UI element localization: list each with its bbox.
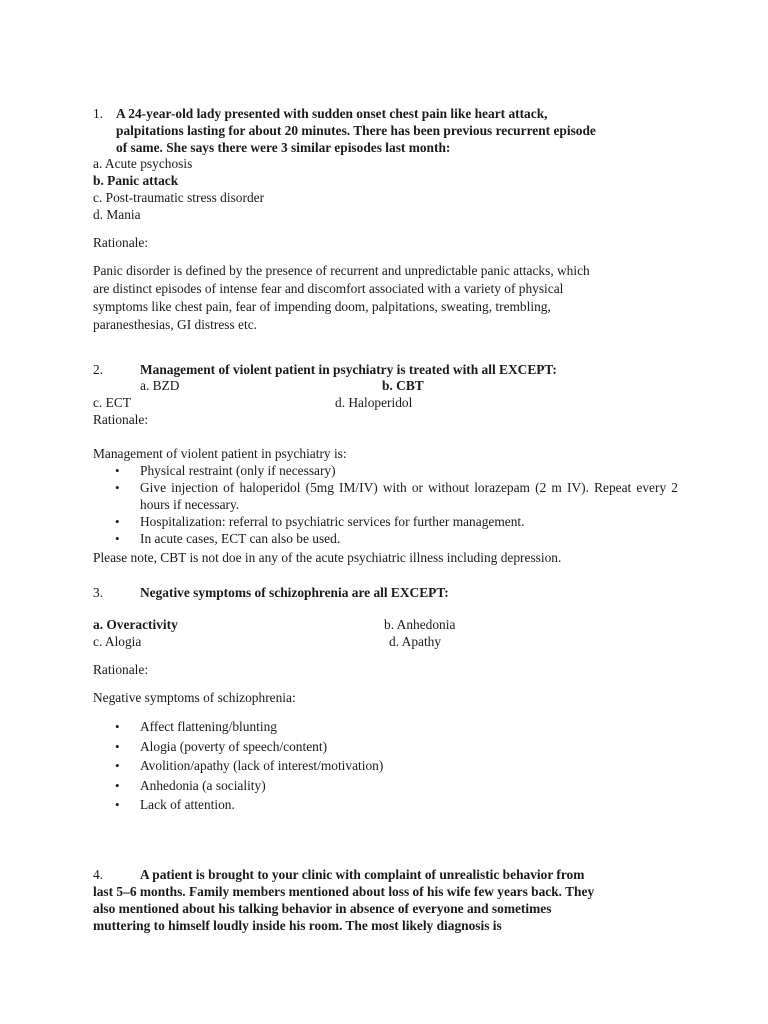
question-1-option-a: a. Acute psychosis (93, 156, 193, 171)
list-item: • Lack of attention. (93, 795, 678, 815)
question-4-number: 4. (93, 867, 104, 882)
question-3-option-a-answer: a. Overactivity (93, 617, 178, 632)
list-item: • Physical restraint (only if necessary) (93, 462, 678, 479)
question-3-option-c: c. Alogia (93, 634, 142, 649)
question-3-rationale-list (93, 717, 678, 815)
question-2-option-b-answer: b. CBT (382, 378, 424, 393)
question-3-rationale-label: Rationale: (93, 662, 149, 677)
question-2-option-a: a. BZD (140, 378, 180, 393)
question-3-stem: Negative symptoms of schizophrenia are all EXCEPT: (140, 585, 449, 600)
question-2-rationale-list (93, 462, 678, 547)
question-2-option-d: d. Haloperidol (335, 395, 413, 410)
question-3-number: 3. (93, 585, 104, 600)
question-1-rationale-label: Rationale: (93, 235, 149, 250)
question-4-stem-line-2: last 5–6 months. Family members mentioned about loss of his wife few years back. They (93, 884, 595, 899)
question-2-note: Please note, CBT is not doe in any of the acute psychiatric illness including depression. (93, 550, 562, 565)
question-1-option-b-answer: b. Panic attack (93, 173, 179, 188)
question-4-stem-line-1: A patient is brought to your clinic with complaint of unrealistic behavior from (140, 867, 585, 882)
question-4-stem-line-4: muttering to himself loudly inside his room. The most likely diagnosis is (93, 918, 502, 933)
question-1-stem-line-2: palpitations lasting for about 20 minutes. There has been previous recurrent episode (116, 123, 596, 138)
list-item: • Hospitalization: referral to psychiatric services for further management. (93, 513, 678, 530)
question-3-option-b: b. Anhedonia (384, 617, 456, 632)
list-item: • Avolition/apathy (lack of interest/motivation) (93, 756, 678, 776)
question-3-option-d: d. Apathy (389, 634, 442, 649)
question-2-option-c: c. ECT (93, 395, 131, 410)
question-1-rationale-line-3: symptoms like chest pain, fear of impending doom, palpitations, sweating, trembling, (93, 299, 551, 314)
question-1-rationale-line-2: are distinct episodes of intense fear and discomfort associated with a variety of physical (93, 281, 564, 296)
question-4-stem-line-3: also mentioned about his talking behavior in absence of everyone and sometimes (93, 901, 552, 916)
question-1-option-d: d. Mania (93, 207, 141, 222)
list-item: • Anhedonia (a sociality) (93, 776, 678, 796)
question-2-rationale-label: Rationale: (93, 412, 149, 427)
question-1-rationale-line-1: Panic disorder is defined by the presence of recurrent and unpredictable panic attacks, which (93, 263, 590, 278)
question-1-stem-line-3: of same. She says there were 3 similar episodes last month: (116, 140, 451, 155)
list-item: • Affect flattening/blunting (93, 717, 678, 737)
list-item: • In acute cases, ECT can also be used. (93, 530, 678, 547)
question-1-number: 1. (93, 106, 104, 121)
question-2-rationale-intro: Management of violent patient in psychiatry is: (93, 446, 347, 461)
list-item: • Give injection of haloperidol (5mg IM/IV) with or without lorazepam (2 m IV). Repeat every 2 hours if necessary. (93, 479, 678, 513)
question-1-rationale-line-4: paranesthesias, GI distress etc. (93, 317, 257, 332)
question-1-option-c: c. Post-traumatic stress disorder (93, 190, 265, 205)
list-item: • Alogia (poverty of speech/content) (93, 737, 678, 757)
question-2-number: 2. (93, 362, 104, 377)
question-3-rationale-intro: Negative symptoms of schizophrenia: (93, 690, 296, 705)
question-1-stem-line-1: A 24-year-old lady presented with sudden onset chest pain like heart attack, (116, 106, 548, 121)
question-2-stem: Management of violent patient in psychiatry is treated with all EXCEPT: (140, 362, 557, 377)
